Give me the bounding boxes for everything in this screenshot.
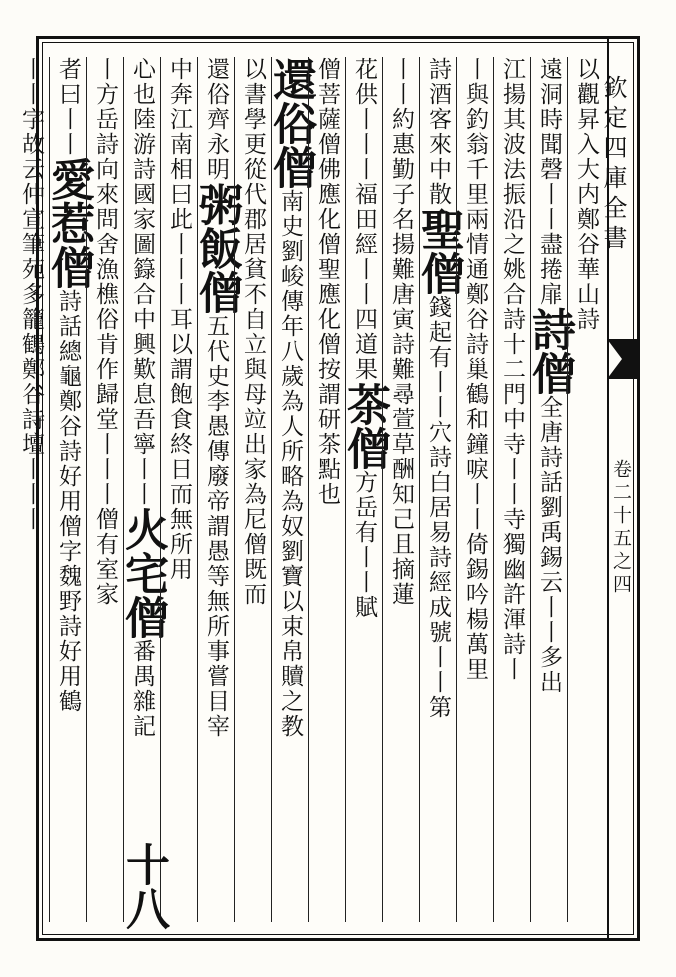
text-segment: 丨方岳詩向來問舍漁樵俗肯作歸堂丨丨丨 xyxy=(92,57,118,507)
book-title: 欽定四庫全書 xyxy=(599,75,627,255)
text-segment: 方岳有丨丨賦 xyxy=(351,470,377,620)
text-column xyxy=(86,57,123,922)
text-segment: 全唐詩話劉禹錫云丨丨多出 xyxy=(536,395,562,695)
text-column xyxy=(265,57,316,922)
entry-heading: 火宅僧 xyxy=(117,507,168,639)
text-segment: 字故云仲宣筆苑多籠鶴鄭谷詩壇丨丨丨 xyxy=(18,107,44,532)
text-segment: 僧有室家 xyxy=(92,507,118,607)
text-segment: 還俗齊永明 xyxy=(203,57,229,182)
text-segment: 相曰此丨丨丨耳以謂飽食終日而無所用 xyxy=(166,157,192,582)
text-column xyxy=(567,57,604,922)
entry-heading: 詩僧 xyxy=(524,307,575,395)
fish-tail-mark-icon xyxy=(607,339,637,379)
text-segment: 以書學更從代郡居貧不自立與母竝出家為尼僧既而 xyxy=(240,57,266,607)
entry-heading: 茶僧 xyxy=(339,382,390,470)
text-column xyxy=(456,57,493,922)
text-segment: 江揚其波法振沿之姚合詩十二門中寺丨丨寺獨幽許渾詩丨 xyxy=(499,57,525,682)
text-segment: 番禺雜記 xyxy=(129,639,155,739)
entry-heading: 聖僧 xyxy=(413,207,464,295)
text-segment: 按謂研茶點也 xyxy=(314,357,340,507)
text-segment: 以觀昇入大内鄭谷華山詩 xyxy=(573,57,599,332)
text-segment: 者曰丨丨 xyxy=(55,57,81,157)
text-column xyxy=(339,57,390,922)
entry-heading: 還俗僧 xyxy=(265,57,316,189)
text-segment: 錢起有丨丨穴詩白居易詩經成號丨丨第 xyxy=(425,295,451,720)
book-page xyxy=(18,36,640,941)
juan-number: 卷二十五之四 xyxy=(610,459,632,597)
entry-heading: 愛惹僧 xyxy=(43,157,94,289)
text-segment: 南史劉峻傳年八歲為人所略為奴劉寶以束帛贖之教 xyxy=(277,189,303,739)
text-column xyxy=(117,57,168,922)
text-column xyxy=(191,57,242,922)
text-segment: 丨與釣翁千里兩情通鄭谷詩巢鶴和鐘唳丨丨倚錫吟楊萬里 xyxy=(462,57,488,682)
text-segment: 中奔江南 xyxy=(166,57,192,157)
text-segment: 詩酒客來中散 xyxy=(425,57,451,207)
entry-heading: 粥飯僧 xyxy=(191,182,242,314)
text-segment: 遠洞時聞磬丨丨盡捲扉 xyxy=(536,57,562,307)
text-column xyxy=(382,57,419,922)
page-margin-column xyxy=(599,39,637,938)
text-columns xyxy=(18,57,604,922)
text-column xyxy=(524,57,575,922)
text-segment: 僧菩薩僧佛應化僧聖應化僧 xyxy=(314,57,340,357)
text-column xyxy=(308,57,345,922)
text-segment: 詩話總龜鄭谷詩好用僧字魏野詩好用鶴 xyxy=(55,289,81,714)
text-segment: 丨丨約惠勤 xyxy=(388,57,414,182)
page-number: 十八 xyxy=(118,842,169,930)
text-segment: 丨丨 xyxy=(18,57,44,107)
text-segment: 五代史李愚傳廢帝謂愚等無所事嘗目宰 xyxy=(203,314,229,739)
text-segment: 心也陸游詩國家圖籙合中興歎息吾寧丨丨 xyxy=(129,57,155,507)
text-column xyxy=(493,57,530,922)
text-segment: 花供丨丨丨福田經丨丨四道果 xyxy=(351,57,377,382)
text-column xyxy=(413,57,464,922)
text-column xyxy=(43,57,94,922)
text-segment: 子名揚難唐寅詩難尋萱草酬知己且摘蓮 xyxy=(388,182,414,607)
